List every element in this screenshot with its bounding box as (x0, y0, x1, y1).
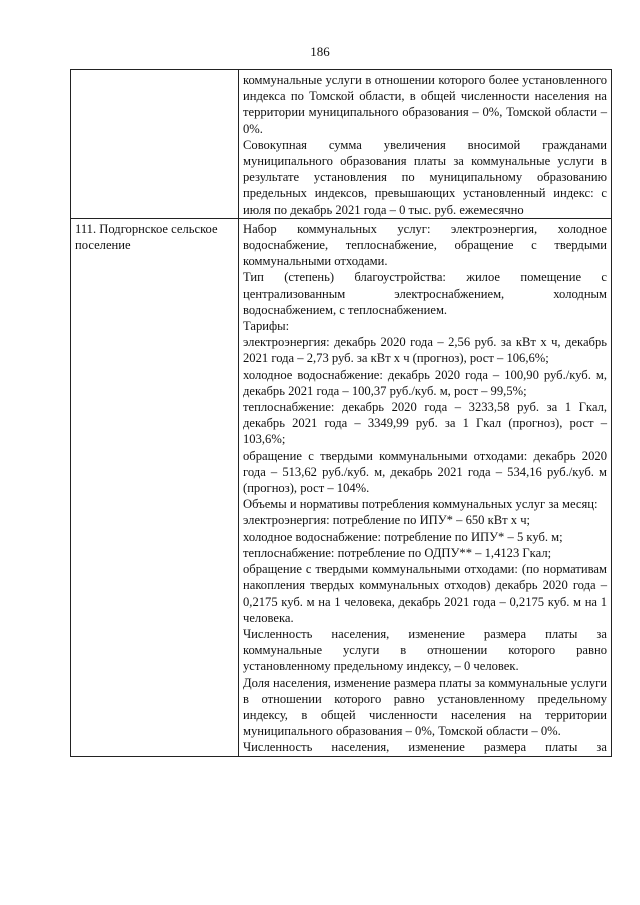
paragraph: теплоснабжение: потребление по ОДПУ** – 1,4123 Гкал; (243, 545, 552, 560)
paragraph: коммунальные услуги в отношении которого более установленного индекса по Томской области, в общей численности населения на территории муниципального образования – 0%, Томской области – 0%. (243, 73, 607, 136)
settlement-name: 111. Подгорнское сельское поселение (75, 221, 218, 253)
settlement-cell (71, 218, 239, 756)
settlement-cell (71, 70, 239, 219)
description-cell (239, 218, 612, 756)
paragraph: Доля населения, изменение размера платы за коммунальные услуги в отношении которого равно установленному предельному индексу, в общей численности населения на территории муниципального образования – 0%, Томской области – 0%. (243, 675, 607, 739)
paragraph: Набор коммунальных услуг: электроэнергия, холодное водоснабжение, теплоснабжение, обращение с твердыми коммунальными отходами. (243, 221, 607, 269)
paragraph: Численность населения, изменение размера платы за коммунальные услуги в отношении которого равно установленному предельному индексу, – 0 человек. (243, 626, 607, 674)
page-number: 186 (310, 44, 330, 59)
table-row (71, 218, 612, 756)
paragraph: холодное водоснабжение: потребление по ИПУ* – 5 куб. м; (243, 529, 563, 544)
paragraph: электроэнергия: декабрь 2020 года – 2,56 руб. за кВт х ч, декабрь 2021 года – 2,73 руб. за кВт х ч (прогноз), рост – 106,6%; (243, 335, 607, 366)
paragraph: Численность населения, изменение размера платы за (243, 740, 607, 755)
paragraph: электроэнергия: потребление по ИПУ* – 650 кВт х ч; (243, 513, 531, 528)
tariff-table (70, 69, 612, 757)
paragraph: обращение с твердыми коммунальными отходами: декабрь 2020 года – 513,62 руб./куб. м, декабрь 2021 года – 534,16 руб./куб. м (прогноз), рост – 104%. (243, 448, 607, 496)
paragraph: Тарифы: (243, 319, 290, 334)
paragraph: теплоснабжение: декабрь 2020 года – 3233,58 руб. за 1 Гкал, декабрь 2021 года – 3349,99 руб. за 1 Гкал (прогноз), рост – 103,6%; (243, 400, 607, 447)
table-row (71, 70, 612, 219)
description-cell (239, 70, 612, 219)
paragraph: Тип (степень) благоустройства: жилое помещение с централизованным электроснабжением, холодным водоснабжением, с теплоснабжением. (243, 270, 607, 317)
paragraph: холодное водоснабжение: декабрь 2020 года – 100,90 руб./куб. м, декабрь 2021 года – 100,37 руб./куб. м, рост – 99,5%; (243, 367, 607, 398)
paragraph: обращение с твердыми коммунальными отходами: (по нормативам накопления твердых коммунальных отходов) декабрь 2020 года – 0,2175 куб. м на 1 человека, декабрь 2021 года – 0,2175 куб. м на 1 человека. (243, 562, 607, 625)
paragraph: Объемы и нормативы потребления коммунальных услуг за месяц: (243, 497, 598, 512)
paragraph: Совокупная сумма увеличения вносимой гражданами муниципального образования платы за коммунальные услуги в результате установления по муниципальному образованию предельных индексов, превышающих установленный индекс: с июля по декабрь 2021 года – 0 тыс. руб. ежемесячно (243, 137, 607, 217)
